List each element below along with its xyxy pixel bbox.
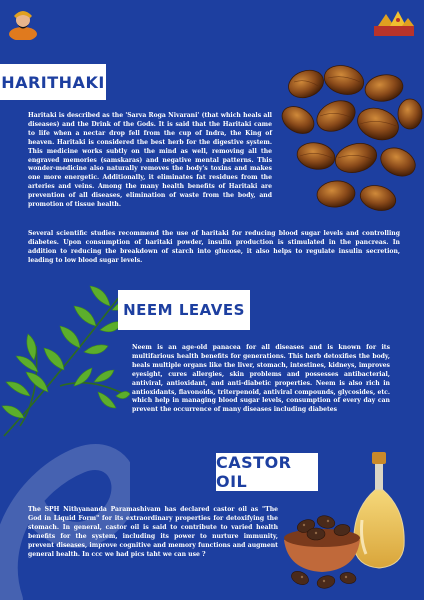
neem-leaves-title: NEEM LEAVES [118,290,250,330]
guru-avatar-icon [8,6,38,40]
haritaki-nuts-image [274,58,424,218]
temple-logo-icon [372,8,416,38]
castor-oil-image [282,450,424,590]
neem-paragraph: Neem is an age-old panacea for all diseases and is known for its multifarious health benefits for generations. This herb detoxifies the body, heals multiple organs like the liver, stomach, intestines, kidneys, improves eyesight, cures allergies, skin problems and possesses antibacterial, antiviral, antioxidant, and anti-diabetic properties. Neem is also rich in antioxidants, flavonoids, triterpenoid, antiviral compounds, glycosides, etc. which help in managing blood sugar levels, consumption of every day can prevent the occurrence of many diseases including diabetes [132,344,390,414]
harithaki-title: HARITHAKI [0,64,106,100]
harithaki-paragraph-2: Several scientific studies recommend the use of haritaki for reducing blood sugar levels and controlling diabetes. Upon consumption of haritaki powder, insulin production is stimulated in the pancreas. In addition to reducing the breakdown of starch into glucose, it also helps to regulate insulin secretion, leading to low blood sugar levels. [28,230,400,264]
harithaki-paragraph-1: Haritaki is described as the 'Sarva Roga Nivarani' (that which heals all diseases) and the Drink of the Gods. It is said that the Haritaki came to life when a nectar drop fell from the cup of Indra, the King of heaven. Haritaki is considered the best herb for the digestive system. This medicine works subtly on the mind as well, removing all the engraved memories (samskaras) and negative mental patterns. This wonder-medicine also naturally removes the body's toxins and makes one more energetic. Additionally, it eliminates fat residues from the arteries and veins. Among the many health benefits of Haritaki are prevention of all diseases, elimination of waste from the body, and promotion of tissue health. [28,112,272,209]
castor-paragraph: The SPH Nithyananda Paramashivam has declared castor oil as "The God in Liquid Form" for its extraordinary properties for detoxifying the stomach. In general, castor oil is said to contribute to varied health benefits for the system, including its power to nurture immunity, prevent diseases, improve cognitive and memory functions and augment general health. In ccc we had pics taht we can use ? [28,506,278,558]
castor-oil-title: CASTOR OIL [216,453,318,491]
neem-leaves-image [0,276,130,446]
